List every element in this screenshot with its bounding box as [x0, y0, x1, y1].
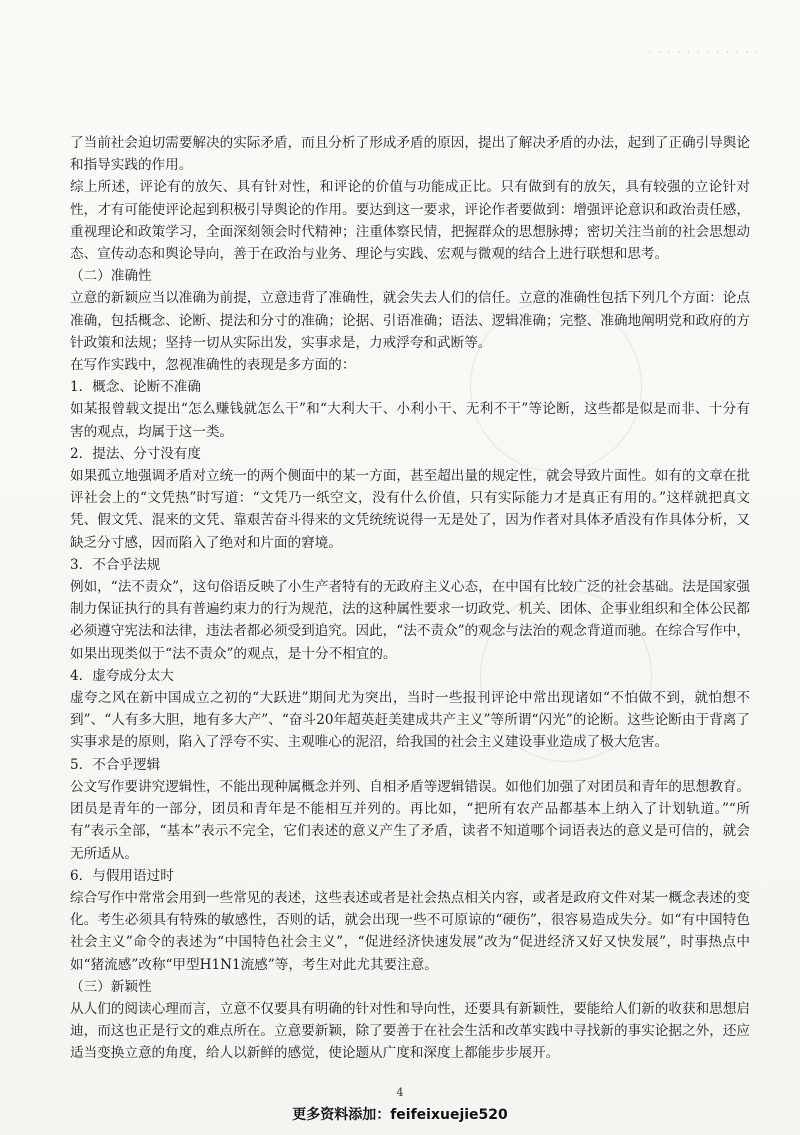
paragraph: 综合写作中常常会用到一些常见的表述，这些表述或者是社会热点相关内容，或者是政府文件对某一概念表述的变化。考生必须具有特殊的敏感性，否则的话，就会出现一些不可原谅的“硬伤”，很容易造成失分。如“有中国特色社会主义”命令的表述为“中国特色社会主义”，“促进经济快速发展”改为“促进经济又好又快发展”，时事热点中如“猪流感”改称“甲型H1N1流感”等，考生对此尤其要注意。	[70, 889, 750, 973]
document-body	[70, 132, 750, 1065]
item-title-3: 3．不合乎法规	[70, 556, 161, 573]
section-heading-novelty: （三）新颖性	[70, 978, 152, 995]
section-heading-accuracy: （二）准确性	[70, 268, 152, 285]
footer-contact-note: 更多资料添加：feifeixuejie520	[292, 1107, 508, 1123]
item-title-5: 5．不合乎逻辑	[70, 756, 161, 773]
paragraph: 如某报曾载文提出“怎么赚钱就怎么干”和“大利大干、小利小干、无利不干”等论断，这些都是似是而非、十分有害的观点，均属于这一类。	[70, 401, 750, 440]
paragraph: 虚夸之风在新中国成立之初的“大跃进”期间尤为突出，当时一些报刊评论中常出现诸如“不怕做不到，就怕想不到”、“人有多大胆，地有多大产”、“奋斗20年超英赶美建成共产主义”等所谓“闪光”的论断。这些论断由于背离了实事求是的原则，陷入了浮夸不实、主观唯心的泥沼，给我国的社会主义建设事业造成了极大危害。	[70, 690, 750, 751]
item-title-1: 1．概念、论断不准确	[70, 379, 201, 396]
item-title-2: 2．提法、分寸没有度	[70, 445, 201, 462]
page-number: 4	[396, 1086, 404, 1099]
paragraph: 在写作实践中，忽视准确性的表现是多方面的：	[70, 357, 356, 374]
paragraph: 了当前社会迫切需要解决的实际矛盾，而且分析了形成矛盾的原因，提出了解决矛盾的办法，起到了正确引导舆论和指导实践的作用。	[70, 135, 750, 174]
paragraph: 例如，“法不责众”，这句俗语反映了小生产者特有的无政府主义心态，在中国有比较广泛的社会基础。法是国家强制力保证执行的具有普遍约束力的行为规范，法的这种属性要求一切政党、机关、团体、企事业组织和全体公民都必须遵守宪法和法律，违法者都必须受到追究。因此，“法不责众”的观念与法治的观念背道而驰。在综合写作中，如果出现类似于“法不责众”的观点，是十分不相宜的。	[70, 579, 750, 662]
corner-marks: · · · · · · · · · · · ·	[648, 48, 760, 58]
paragraph: 从人们的阅读心理而言，立意不仅要具有明确的针对性和导向性，还要具有新颖性，要能给人们新的收获和思想启迪，而这也正是行文的难点所在。立意要新颖，除了要善于在社会生活和改革实践中寻找新的事实论据之外，还应适当变换立意的角度，给人以新鲜的感觉，使论题从广度和深度上都能步步展开。	[70, 1000, 750, 1062]
paragraph: 综上所述，评论有的放矢、具有针对性，和评论的价值与功能成正比。只有做到有的放矢，具有较强的立论针对性，才有可能使评论起到积极引导舆论的作用。要达到这一要求，评论作者要做到：增强评论意识和政治责任感，重视理论和政策学习，全面深刻领会时代精神；注重体察民情，把握群众的思想脉搏；密切关注当前的社会思想动态、宣传动态和舆论导向，善于在政治与业务、理论与实践、宏观与微观的结合上进行联想和思考。	[70, 179, 750, 263]
paragraph: 公文写作要讲究逻辑性，不能出现种属概念并列、自相矛盾等逻辑错误。如他们加强了对团员和青年的思想教育。团员是青年的一部分，团员和青年是不能相互并列的。再比如，“把所有农产品都基本上纳入了计划轨道。”“所有”表示全部，“基本”表示不完全，它们表述的意义产生了矛盾，读者不知道哪个词语表达的意义是可信的，就会无所适从。	[70, 778, 750, 862]
item-title-4: 4．虚夸成分太大	[70, 667, 174, 684]
paragraph: 如果孤立地强调矛盾对立统一的两个侧面中的某一方面，甚至超出量的规定性，就会导致片面性。如有的文章在批评社会上的“文凭热”时写道：“文凭乃一纸空文，没有什么价值，只有实际能力才是真正有用的。”这样就把真文凭、假文凭、混来的文凭、靠艰苦奋斗得来的文凭统统说得一无是处了，因为作者对具体矛盾没有作具体分析，又缺乏分寸感，因而陷入了绝对和片面的窘境。	[70, 468, 750, 551]
item-title-6: 6．与假用语过时	[70, 867, 174, 884]
paragraph: 立意的新颖应当以准确为前提，立意违背了准确性，就会失去人们的信任。立意的准确性包括下列几个方面：论点准确，包括概念、论断、提法和分寸的准确；论据、引语准确；语法、逻辑准确；完整、准确地阐明党和政府的方针政策和法规；坚持一切从实际出发，实事求是，力戒浮夸和武断等。	[70, 290, 750, 351]
